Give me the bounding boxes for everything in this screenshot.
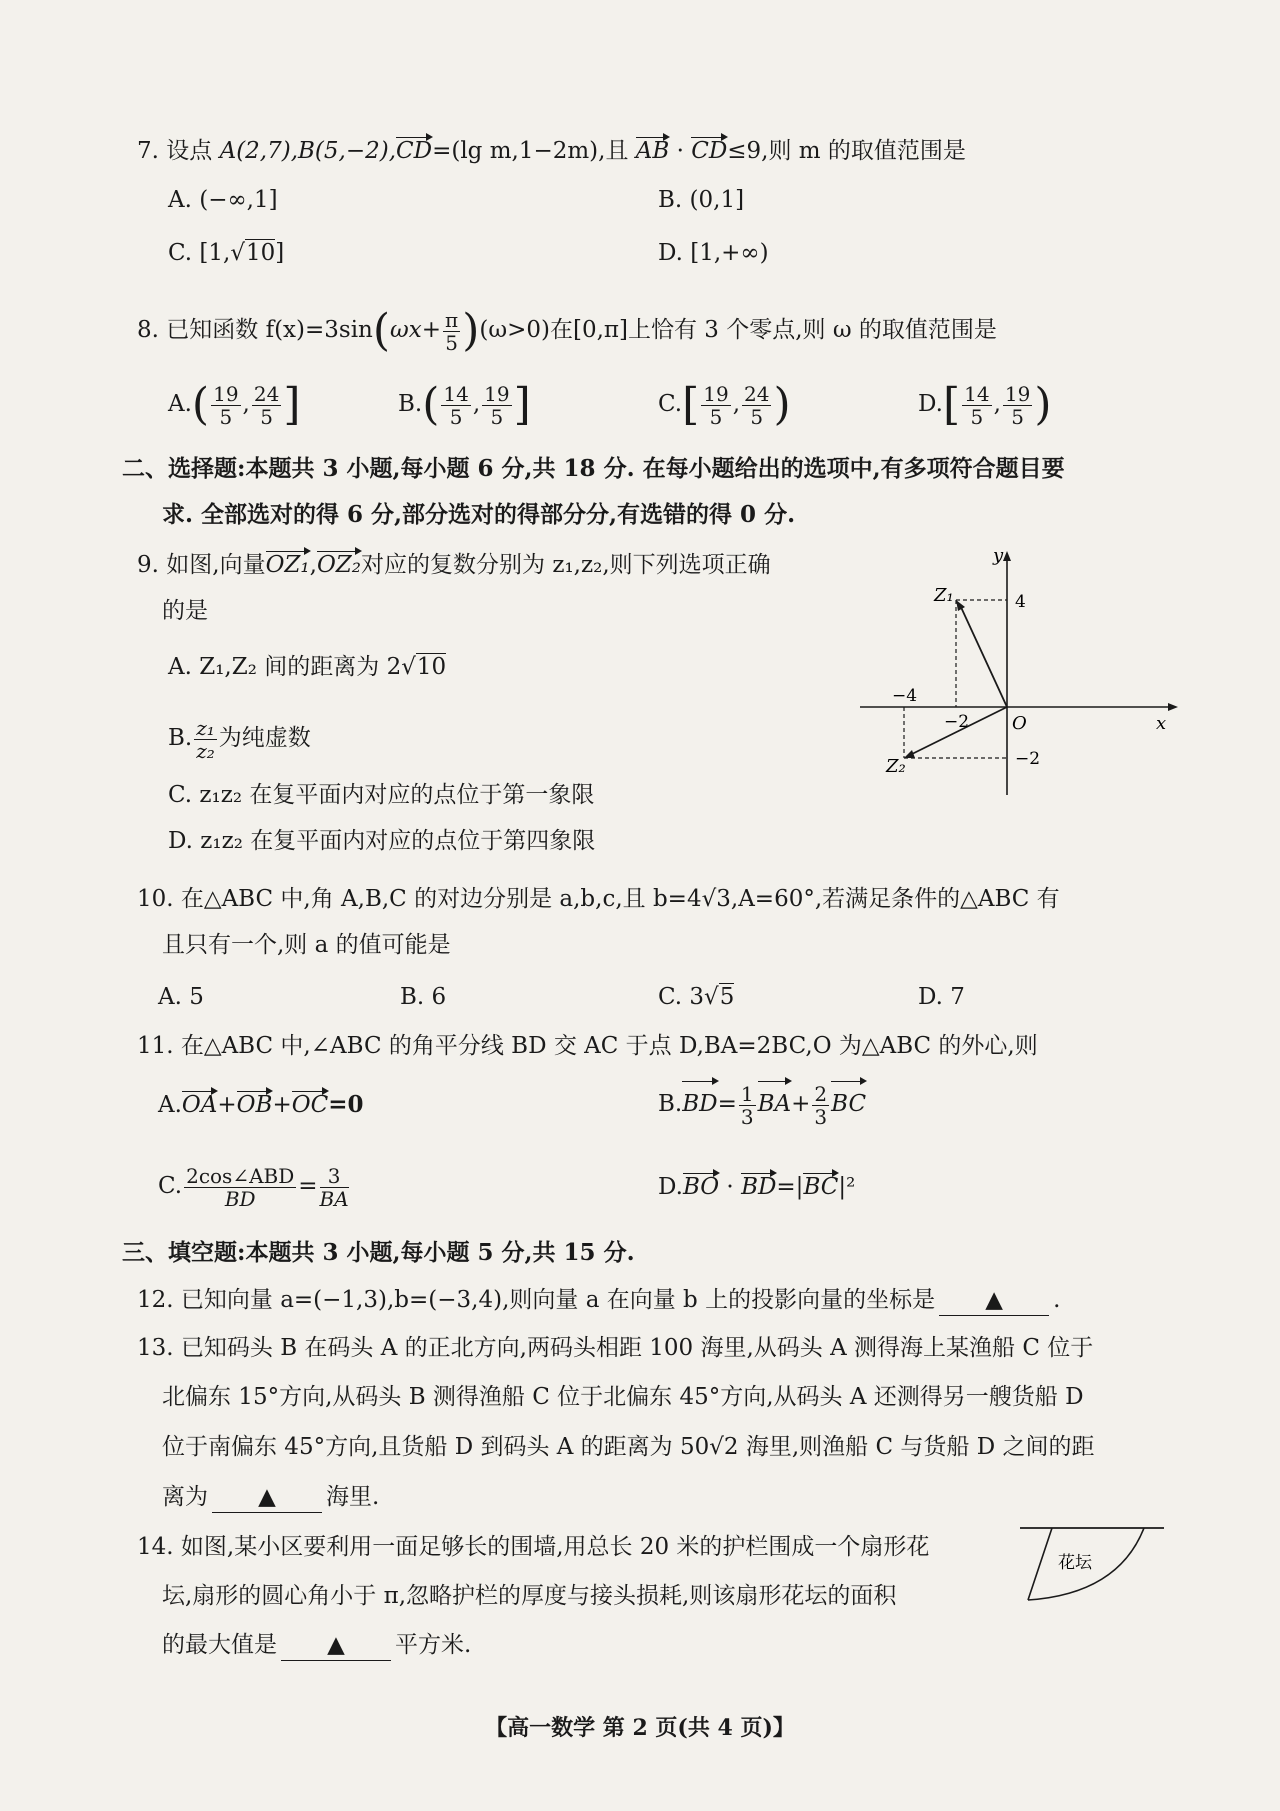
garden-label: 花坛 (1058, 1553, 1092, 1573)
q13-answer-blank[interactable]: ▲ (212, 1482, 322, 1513)
q11-stem: 11. 在△ABC 中,∠ABC 的角平分线 BD 交 AC 于点 D,BA=2BC,O 为△ABC 的外心,则 (137, 1033, 1038, 1059)
q13-stem-line3: 位于南偏东 45°方向,且货船 D 到码头 A 的距离为 50√2 海里,则渔船 C 与货船 D 之间的距 (162, 1434, 1095, 1460)
q8-option-c: C.[ $\frac{19}{5}$ , $\frac{24}{5}$ ) (658, 379, 791, 430)
tick-label-minus2-x: −2 (944, 712, 970, 732)
q7-option-b: B. (0,1] (658, 187, 745, 213)
x-axis-arrow-icon (1168, 703, 1178, 711)
z1-label: Z₁ (934, 585, 954, 606)
z2-label: Z₂ (886, 756, 906, 777)
q9-option-b: B. $\frac{\text{z₁}}{\text{z₂}}$ 为纯虚数 (168, 715, 311, 763)
vector-cd: CD (396, 138, 433, 164)
q9-option-d: D. z₁z₂ 在复平面内对应的点位于第四象限 (168, 828, 596, 854)
q14-stem-line2: 坛,扇形的圆心角小于 π,忽略护栏的厚度与接头损耗,则该扇形花坛的面积 (162, 1583, 897, 1609)
q13-stem-line2: 北偏东 15°方向,从码头 B 测得渔船 C 位于北偏东 45°方向,从码头 A 还测得另一艘货船 D (162, 1384, 1084, 1410)
q9-stem-cont: 的是 (162, 598, 208, 624)
q8-option-a: A.( $\frac{19}{5}$ , $\frac{24}{5}$ ] (168, 379, 301, 430)
x-axis-label: x (1156, 713, 1167, 734)
tick-label-minus2-y: −2 (1015, 749, 1041, 769)
y-axis-arrow-icon (1003, 551, 1011, 561)
q8-option-b: B.( $\frac{14}{5}$ , $\frac{19}{5}$ ] (398, 379, 531, 430)
section2-heading-cont: 求. 全部选对的得 6 分,部分选对的得部分分,有选错的得 0 分. (162, 501, 796, 528)
vector-oz1: OZ₁ (265, 552, 310, 578)
vector-cd: CD (691, 138, 728, 164)
q10-option-a: A. 5 (158, 984, 204, 1010)
complex-plane-figure (860, 545, 1180, 805)
q11-option-d: D.BO · BD=|BC|² (658, 1174, 856, 1200)
q12-stem: 12. 已知向量 a=(−1,3),b=(−3,4),则向量 a 在向量 b 上的投影向量的坐标是 ▲ . (137, 1285, 1060, 1316)
q10-stem: 10. 在△ABC 中,角 A,B,C 的对边分别是 a,b,c,且 b=4√3,A=60°,若满足条件的△ABC 有 (137, 886, 1060, 912)
q7-option-c: C. [1,√10] (168, 240, 285, 266)
vector-oz2: OZ₂ (316, 552, 362, 578)
q7-option-d: D. [1,+∞) (658, 240, 769, 266)
q10-option-d: D. 7 (918, 984, 965, 1010)
q12-answer-blank[interactable]: ▲ (939, 1285, 1049, 1316)
q9-option-c: C. z₁z₂ 在复平面内对应的点位于第一象限 (168, 782, 595, 808)
q10-option-b: B. 6 (400, 984, 447, 1010)
q10-option-c: C. 3√5 (658, 984, 735, 1010)
q14-stem-line1: 14. 如图,某小区要利用一面足够长的围墙,用总长 20 米的护栏围成一个扇形花 (137, 1534, 930, 1560)
section2-heading: 二、选择题:本题共 3 小题,每小题 6 分,共 18 分. 在每小题给出的选项中,有多项符合题目要 (122, 455, 1065, 482)
q11-option-b: B.BD= $\frac{1}{3}$ BA+ $\frac{2}{3}$ BC (658, 1081, 867, 1129)
q13-stem-line4: 离为 ▲ 海里. (162, 1482, 379, 1513)
q11-option-c: C. $\frac{\text{2cos∠ABD}}{BD}$ = $\frac{3}{BA}$ (158, 1163, 349, 1211)
vector-oz1-arrow-icon (956, 600, 965, 611)
y-axis-label: y (993, 545, 1004, 566)
q14-stem-line3: 的最大值是 ▲ 平方米. (162, 1630, 471, 1661)
q7-option-a: A. (−∞,1] (168, 187, 278, 213)
q8-option-d: D.[ $\frac{14}{5}$ , $\frac{19}{5}$ ) (918, 379, 1052, 430)
fence-straight-edge (1028, 1528, 1052, 1600)
q13-stem-line1: 13. 已知码头 B 在码头 A 的正北方向,两码头相距 100 海里,从码头 A 测得海上某渔船 C 位于 (137, 1335, 1094, 1361)
section3-heading: 三、填空题:本题共 3 小题,每小题 5 分,共 15 分. (122, 1239, 635, 1266)
q9-option-a: A. Z₁,Z₂ 间的距离为 2√10 (168, 654, 447, 680)
q9-stem: 9. 如图,向量OZ₁,OZ₂对应的复数分别为 z₁,z₂,则下列选项正确 (137, 552, 771, 578)
q7-stem: 7. 设点 A(2,7),B(5,−2),CD=(lg m,1−2m),且 AB · CD≤9,则 m 的取值范围是 (137, 138, 966, 164)
vector-ab: AB (635, 138, 670, 164)
q14-answer-blank[interactable]: ▲ (281, 1630, 391, 1661)
q8-stem: 8. 已知函数 f(x)=3sin(ωx+ $\frac{\pi}{5}$ )(ω>0)在[0,π]上恰有 3 个零点,则 ω 的取值范围是 (137, 305, 997, 356)
sector-garden-figure (1018, 1522, 1168, 1610)
vector-oz1-line (960, 605, 1007, 707)
q11-option-a: A.OA+OB+OC=0 (158, 1091, 364, 1118)
q10-stem-cont: 且只有一个,则 a 的值可能是 (162, 932, 451, 958)
tick-label-minus4: −4 (892, 686, 918, 706)
page-footer: 【高一数学 第 2 页(共 4 页)】 (485, 1715, 795, 1741)
origin-label: O (1012, 713, 1027, 734)
tick-label-4: 4 (1015, 592, 1026, 612)
